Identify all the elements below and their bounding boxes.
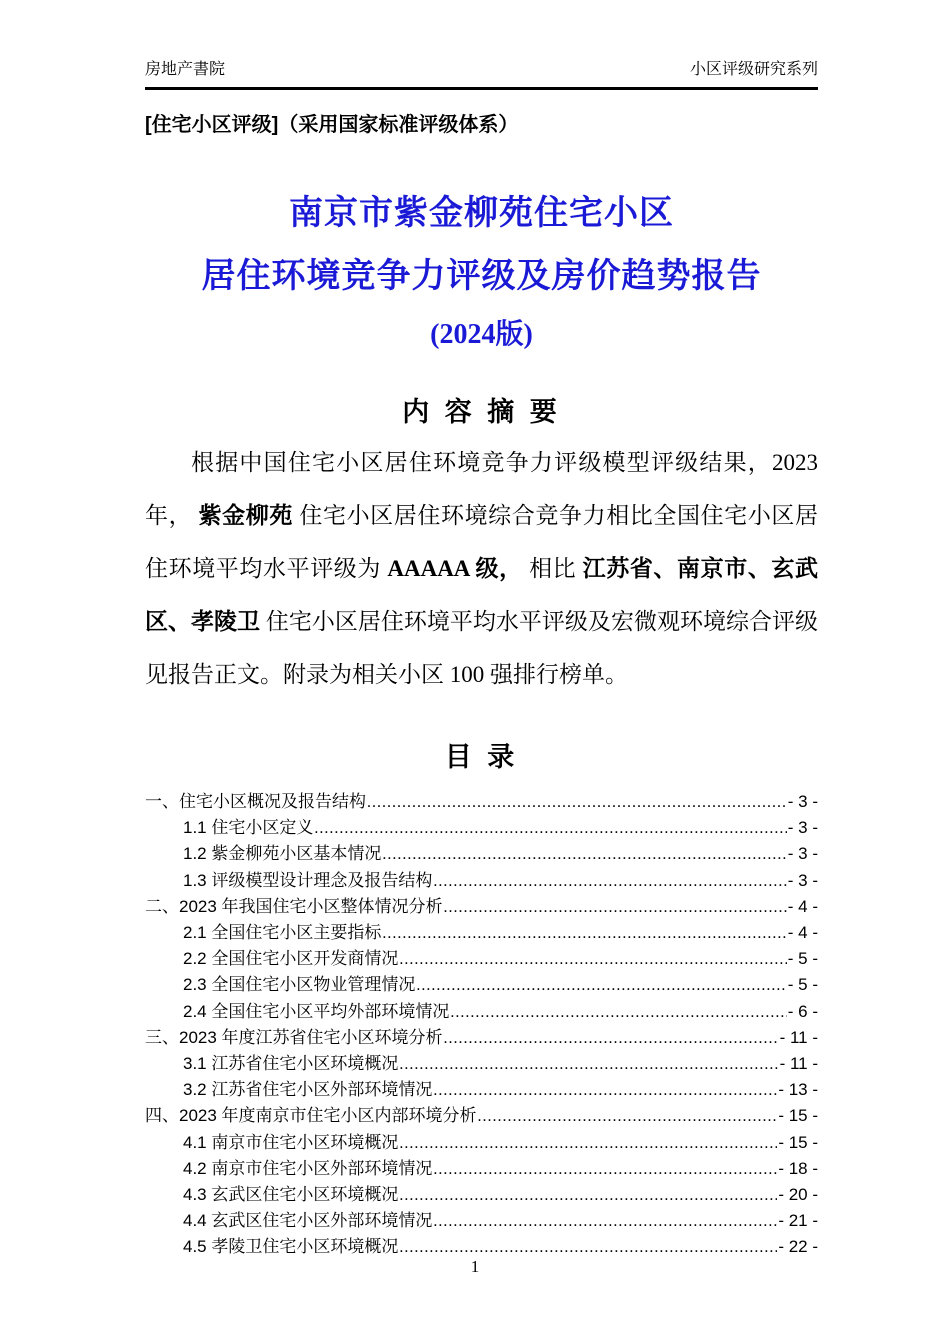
toc-item-label: 1.3 评级模型设计理念及报告结构 — [183, 870, 433, 890]
toc-item[interactable] — [145, 1156, 818, 1182]
summary-text-segment: 根据中国住宅小区居住环境竞争力评级模型评级结果，2023 年， — [145, 450, 818, 528]
toc-item[interactable] — [145, 1208, 818, 1234]
summary-heading: 内 容 摘 要 — [402, 397, 561, 427]
toc-dotted-leader — [382, 920, 786, 946]
toc-dotted-leader — [433, 1208, 777, 1234]
toc-item-label: 1.1 住宅小区定义 — [183, 818, 314, 838]
toc-dotted-leader — [314, 815, 786, 841]
toc-item-label: 4.1 南京市住宅小区环境概况 — [183, 1132, 399, 1152]
toc-dotted-leader — [399, 946, 786, 972]
toc-item-label: 4.2 南京市住宅小区外部环境情况 — [183, 1158, 433, 1178]
header-right-text: 小区评级研究系列 — [689, 61, 818, 78]
toc-item-label: 3.2 江苏省住宅小区外部环境情况 — [183, 1080, 433, 1100]
report-title-line1: 南京市紫金柳苑住宅小区 — [289, 195, 674, 232]
summary-text-segment: AAAAA 级， — [387, 556, 523, 581]
toc-dotted-leader — [399, 1182, 777, 1208]
running-header — [145, 60, 818, 80]
toc-item-label: 2.2 全国住宅小区开发商情况 — [183, 949, 399, 969]
doc-type-line: [住宅小区评级]（采用国家标准评级体系） — [145, 114, 519, 136]
toc-item[interactable] — [145, 972, 818, 998]
toc-item[interactable] — [145, 815, 818, 841]
toc-item-page-number: - 13 - — [778, 1080, 818, 1100]
toc-item-label: 2.4 全国住宅小区平均外部环境情况 — [183, 1001, 450, 1021]
toc-item[interactable] — [145, 894, 818, 920]
toc-item[interactable] — [145, 1103, 818, 1129]
report-edition: (2024版) — [430, 319, 533, 350]
toc-item-page-number: - 5 - — [787, 949, 818, 969]
toc-item-label: 2.3 全国住宅小区物业管理情况 — [183, 975, 416, 995]
toc-list — [145, 789, 818, 1261]
toc-dotted-leader — [444, 894, 787, 920]
toc-dotted-leader — [433, 1156, 777, 1182]
toc-dotted-leader — [444, 1025, 779, 1051]
toc-item-label: 3.1 江苏省住宅小区环境概况 — [183, 1054, 399, 1074]
toc-dotted-leader — [416, 972, 786, 998]
toc-item[interactable] — [145, 920, 818, 946]
toc-item-page-number: - 20 - — [778, 1185, 818, 1205]
toc-item-page-number: - 11 - — [779, 1027, 818, 1047]
toc-item[interactable] — [145, 946, 818, 972]
summary-text-segment: 住宅小区居住环境平均水平评级及宏微观环境综合评级见报告正文。附录为相关小区 100 强排行榜单。 — [145, 609, 819, 687]
toc-item-label: 一、住宅小区概况及报告结构 — [145, 792, 366, 811]
summary-text-segment: 相比 — [529, 556, 577, 581]
toc-dotted-leader — [450, 999, 786, 1025]
header-divider — [145, 87, 818, 90]
toc-item-page-number: - 3 - — [787, 844, 818, 864]
toc-item[interactable] — [145, 999, 818, 1025]
toc-item-page-number: - 3 - — [787, 870, 818, 890]
toc-item-page-number: - 5 - — [787, 975, 818, 995]
toc-item-page-number: - 18 - — [778, 1158, 818, 1178]
summary-text-segment: 住宅小区居住环境综合竞争力相比全国住宅小区居住环境平均水平评级为 — [145, 503, 819, 581]
toc-dotted-leader — [399, 1051, 778, 1077]
report-title-line2: 居住环境竞争力评级及房价趋势报告 — [201, 258, 762, 295]
summary-text-segment: 紫金柳苑 — [198, 503, 293, 528]
toc-item[interactable] — [145, 841, 818, 867]
summary-text-segment: 江苏省、南京市、玄武区、孝陵卫 — [145, 556, 819, 634]
toc-dotted-leader — [399, 1130, 777, 1156]
toc-item-page-number: - 11 - — [779, 1054, 818, 1074]
toc-item-page-number: - 4 - — [787, 923, 818, 943]
summary-paragraph — [145, 436, 818, 701]
toc-item[interactable] — [145, 1130, 818, 1156]
toc-item-page-number: - 15 - — [778, 1132, 818, 1152]
toc-item[interactable] — [145, 789, 818, 815]
toc-item-page-number: - 6 - — [787, 1001, 818, 1021]
toc-item[interactable] — [145, 1077, 818, 1103]
toc-item-page-number: - 22 - — [778, 1237, 818, 1257]
toc-item-label: 三、2023 年度江苏省住宅小区环境分析 — [145, 1027, 443, 1047]
page-number: 1 — [470, 1257, 480, 1276]
toc-dotted-leader — [433, 868, 786, 894]
toc-dotted-leader — [382, 841, 786, 867]
toc-item-page-number: - 3 - — [787, 792, 818, 811]
toc-dotted-leader — [367, 789, 787, 815]
toc-item-page-number: - 4 - — [787, 896, 818, 916]
toc-item[interactable] — [145, 1025, 818, 1051]
toc-item[interactable] — [145, 1182, 818, 1208]
toc-dotted-leader — [478, 1103, 778, 1129]
toc-item-label: 4.3 玄武区住宅小区环境概况 — [183, 1185, 399, 1205]
toc-item-label: 四、2023 年度南京市住宅小区内部环境分析 — [145, 1106, 477, 1126]
toc-item-page-number: - 21 - — [778, 1211, 818, 1231]
toc-item-page-number: - 15 - — [778, 1106, 818, 1126]
toc-item[interactable] — [145, 1051, 818, 1077]
toc-item-page-number: - 3 - — [787, 818, 818, 838]
toc-item-label: 4.4 玄武区住宅小区外部环境情况 — [183, 1211, 433, 1231]
toc-dotted-leader — [433, 1077, 777, 1103]
toc-heading: 目 录 — [444, 742, 519, 772]
toc-item[interactable] — [145, 868, 818, 894]
header-left-text: 房地产書院 — [145, 61, 226, 78]
toc-item-label: 4.5 孝陵卫住宅小区环境概况 — [183, 1237, 399, 1257]
toc-item-label: 二、2023 年我国住宅小区整体情况分析 — [145, 896, 443, 916]
toc-item-label: 2.1 全国住宅小区主要指标 — [183, 923, 382, 943]
toc-item-label: 1.2 紫金柳苑小区基本情况 — [183, 844, 382, 864]
